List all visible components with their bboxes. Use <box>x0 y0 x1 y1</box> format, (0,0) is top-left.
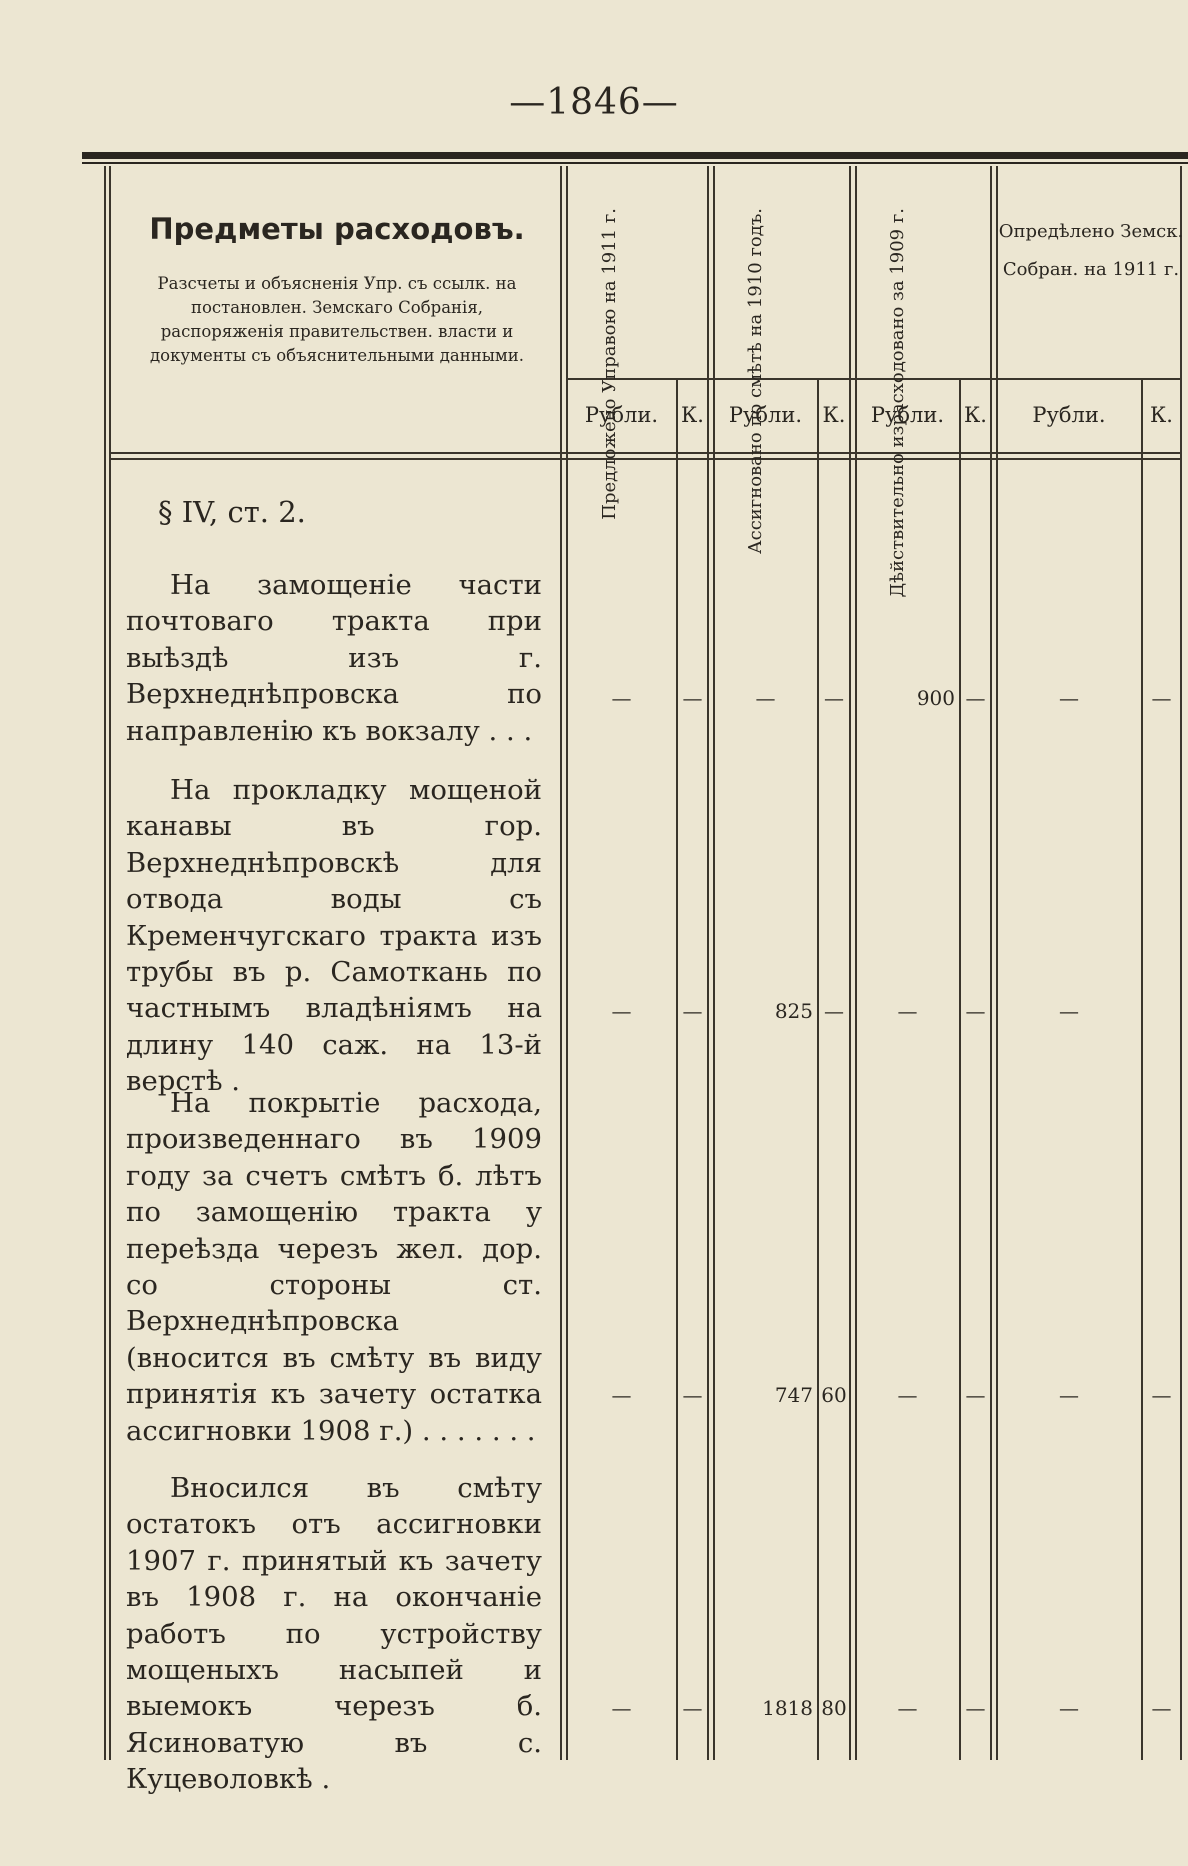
unit-row-rule <box>566 378 1180 380</box>
value-cell: — <box>1151 686 1172 710</box>
value-cell: 825 <box>774 999 813 1023</box>
page-number: —1846— <box>509 82 679 123</box>
unit-rubles: Рубли. <box>870 403 945 427</box>
unit-rubles: Рубли. <box>1032 403 1106 427</box>
col-spent-header: Дѣйствительно израсходовано за 1909 г. <box>887 208 908 598</box>
header-subtitle: Разсчеты и объясненія Упр. съ ссылк. на постановлен. Земскаго Собранія, распоряженія правительствен. власти и документы съ объяснительными данными. <box>150 274 524 365</box>
value-cell: — <box>682 999 703 1023</box>
value-cell: — <box>1059 686 1079 710</box>
unit-kopecks: К. <box>822 403 846 427</box>
value-cell: — <box>897 1383 918 1407</box>
value-cell: — <box>682 1383 703 1407</box>
unit-rubles: Рубли. <box>584 403 659 427</box>
top-rule <box>82 152 1188 159</box>
col-determined-header: Опредѣлено Земск. Собран. на 1911 г. <box>998 221 1184 280</box>
value-cell: — <box>897 999 918 1023</box>
unit-rubles: Рубли. <box>728 403 803 427</box>
value-cell: 80 <box>821 1696 847 1720</box>
col-divider <box>990 166 992 1760</box>
value-cell: — <box>1059 1696 1079 1720</box>
entry-text: Вносился въ смѣту остатокъ отъ ассигновки 1907 г. принятый къ зачету въ 1908 г. на окончаніе работъ по устройству мощеныхъ насыпей и выемокъ черезъ б. Ясиноватую въ с. Куцеволовкѣ . <box>126 1472 542 1796</box>
table-border-left-inner <box>109 166 111 1760</box>
value-cell: 60 <box>821 1383 847 1407</box>
col-divider <box>849 166 851 1760</box>
value-cell: — <box>1151 1383 1172 1407</box>
unit-kopecks: К. <box>964 403 987 427</box>
value-cell: 747 <box>774 1383 813 1407</box>
value-cell: — <box>755 686 776 710</box>
value-cell: — <box>611 686 632 710</box>
value-cell: — <box>682 686 703 710</box>
col-proposed-header: Предложено Управою на 1911 г. <box>599 208 620 520</box>
unit-kopecks: К. <box>1150 403 1173 427</box>
value-cell: — <box>824 999 844 1023</box>
value-cell: — <box>965 686 986 710</box>
value-cell <box>1143 996 1180 1026</box>
col-divider <box>560 166 562 1760</box>
col-assigned-header: Ассигновано по смѣтѣ на 1910 годъ. <box>745 208 766 555</box>
value-cell: 1818 <box>762 1696 813 1720</box>
value-cell: — <box>824 686 844 710</box>
kop-divider <box>1141 378 1143 1760</box>
table-border-right <box>1180 166 1182 1760</box>
value-cell: — <box>965 1383 986 1407</box>
value-cell: — <box>611 999 632 1023</box>
value-cell: — <box>611 1383 632 1407</box>
header-rule <box>110 452 1180 454</box>
col-divider <box>707 166 709 1760</box>
value-cell: 900 <box>916 686 955 710</box>
value-cell: — <box>897 1696 918 1720</box>
entry-text: На покрытіе расхода, произведеннаго въ 1909 году за счетъ смѣтъ б. лѣтъ по замощенію тракта у переѣзда черезъ жел. дор. со стороны ст. Верхнеднѣпровска (вносится въ смѣту въ виду принятія къ зачету остатка ассигновки 1908 г.) . . . . . . . <box>126 1087 542 1447</box>
value-cell: — <box>682 1696 703 1720</box>
table-border-left <box>104 166 106 1760</box>
section-heading: § IV, ст. 2. <box>158 495 306 529</box>
entry-text: На замощеніе части почтоваго тракта при выѣздѣ изъ г. Верхнеднѣпровска по направленію къ вокзалу . . . <box>126 569 542 747</box>
header-title: Предметы расходовъ. <box>149 212 525 246</box>
kop-divider <box>959 378 961 1760</box>
kop-divider <box>676 378 678 1760</box>
unit-kopecks: К. <box>681 403 704 427</box>
entry-text: На прокладку мощеной канавы въ гор. Верхнеднѣпровскѣ для отвода воды съ Кременчугскаго тракта изъ трубы въ р. Самоткань по частнымъ владѣніямъ на длину 140 саж. на 13-й верстѣ . <box>126 774 542 1098</box>
kop-divider <box>817 378 819 1760</box>
top-rule-thin <box>82 162 1188 164</box>
header-rule-double <box>110 458 1180 460</box>
value-cell: — <box>1059 999 1079 1023</box>
value-cell: — <box>965 999 986 1023</box>
value-cell: — <box>1059 1383 1079 1407</box>
value-cell: — <box>1151 1696 1172 1720</box>
value-cell: — <box>611 1696 632 1720</box>
value-cell: — <box>965 1696 986 1720</box>
